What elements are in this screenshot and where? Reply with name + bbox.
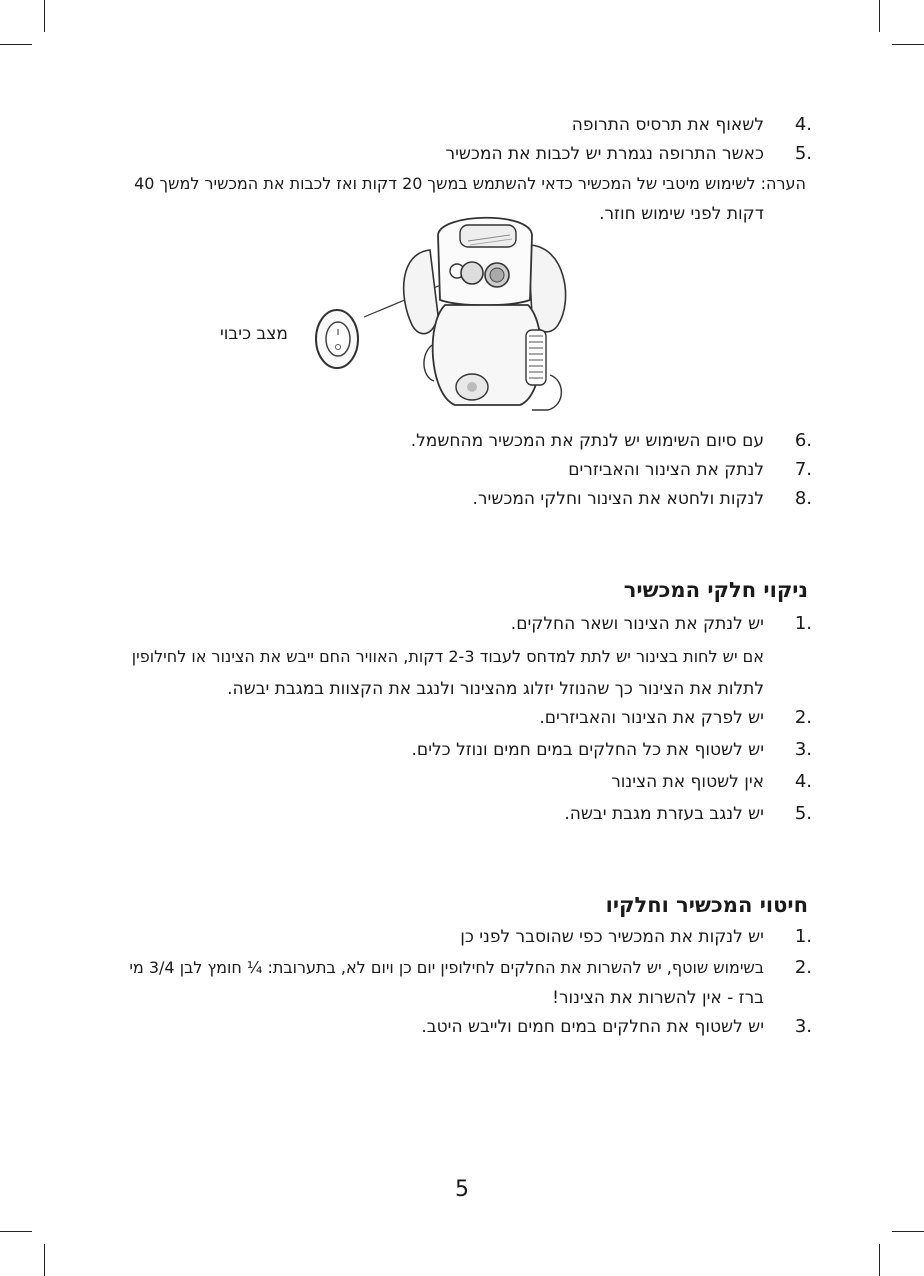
step-text: אין לשטוף את הצינור <box>611 772 764 792</box>
off-mode-label: מצב כיבוי <box>220 324 288 344</box>
crop-mark <box>892 1231 924 1232</box>
step-text: יש לנגב בעזרת מגבת יבשה. <box>564 804 764 824</box>
step-text: לנתק את הצינור והאביזרים <box>568 460 764 480</box>
note-line: הערה: לשימוש מיטבי של המכשיר כדאי להשתמש במשך 20 דקות ואז לכבות את המכשיר למשך 40 <box>134 174 806 193</box>
note-line: דקות לפני שימוש חוזר. <box>599 204 764 224</box>
crop-mark <box>892 44 924 45</box>
step-number: 2. <box>794 957 812 978</box>
crop-mark <box>879 0 880 32</box>
section-title-cleaning: ניקוי חלקי המכשיר <box>623 578 808 602</box>
step-number: 7. <box>794 459 812 480</box>
step-number: 1. <box>794 613 812 634</box>
section-title-disinfection: חיטוי המכשיר וחלקיו <box>605 893 808 917</box>
step-number: 5. <box>794 143 812 164</box>
step-number: 5. <box>794 803 812 824</box>
power-switch-icon <box>312 305 362 373</box>
step-number: 1. <box>794 926 812 947</box>
step-text: יש לשטוף את החלקים במים חמים ולייבש היטב. <box>421 1017 764 1037</box>
page-number: 5 <box>455 1177 469 1202</box>
paragraph-line: לתלות את הצינור כך שהנוזל יזלוג מהצינור ולנגב את הקצוות במגבת יבשה. <box>227 679 764 699</box>
step-text: בשימוש שוטף, יש להשרות את החלקים לחילופין יום כן ויום לא, בתערובת: ¼ חומץ לבן 3/4 מי <box>129 958 764 977</box>
crop-mark <box>44 0 45 32</box>
paragraph-line: אם יש לחות בצינור יש לתת למדחס לעבוד 2-3 דקות, האוויר החם ייבש את הצינור או לחילופין <box>131 647 764 666</box>
step-number: 4. <box>794 114 812 135</box>
step-text: עם סיום השימוש יש לנתק את המכשיר מהחשמל. <box>410 431 764 451</box>
step-number: 3. <box>794 739 812 760</box>
step-number: 3. <box>794 1016 812 1037</box>
crop-mark <box>44 1244 45 1276</box>
step-number: 2. <box>794 707 812 728</box>
step-text: יש לנתק את הצינור ושאר החלקים. <box>510 614 764 634</box>
step-text: כאשר התרופה נגמרת יש לכבות את המכשיר <box>445 144 764 164</box>
step-number: 4. <box>794 771 812 792</box>
crop-mark <box>0 1231 32 1232</box>
crop-mark <box>879 1244 880 1276</box>
step-text: יש לשטוף את כל החלקים במים חמים ונוזל כלים. <box>411 740 764 760</box>
crop-mark <box>0 44 32 45</box>
step-text: לנקות ולחטא את הצינור וחלקי המכשיר. <box>472 489 764 509</box>
step-text: ברז - אין להשרות את הצינור! <box>552 988 764 1008</box>
step-text: לשאוף את תרסיס התרופה <box>571 115 764 135</box>
step-number: 6. <box>794 430 812 451</box>
inhaler-dog-device <box>360 205 610 417</box>
step-text: יש לנקות את המכשיר כפי שהוסבר לפני כן <box>460 927 764 947</box>
step-number: 8. <box>794 488 812 509</box>
step-text: יש לפרק את הצינור והאביזרים. <box>539 708 764 728</box>
